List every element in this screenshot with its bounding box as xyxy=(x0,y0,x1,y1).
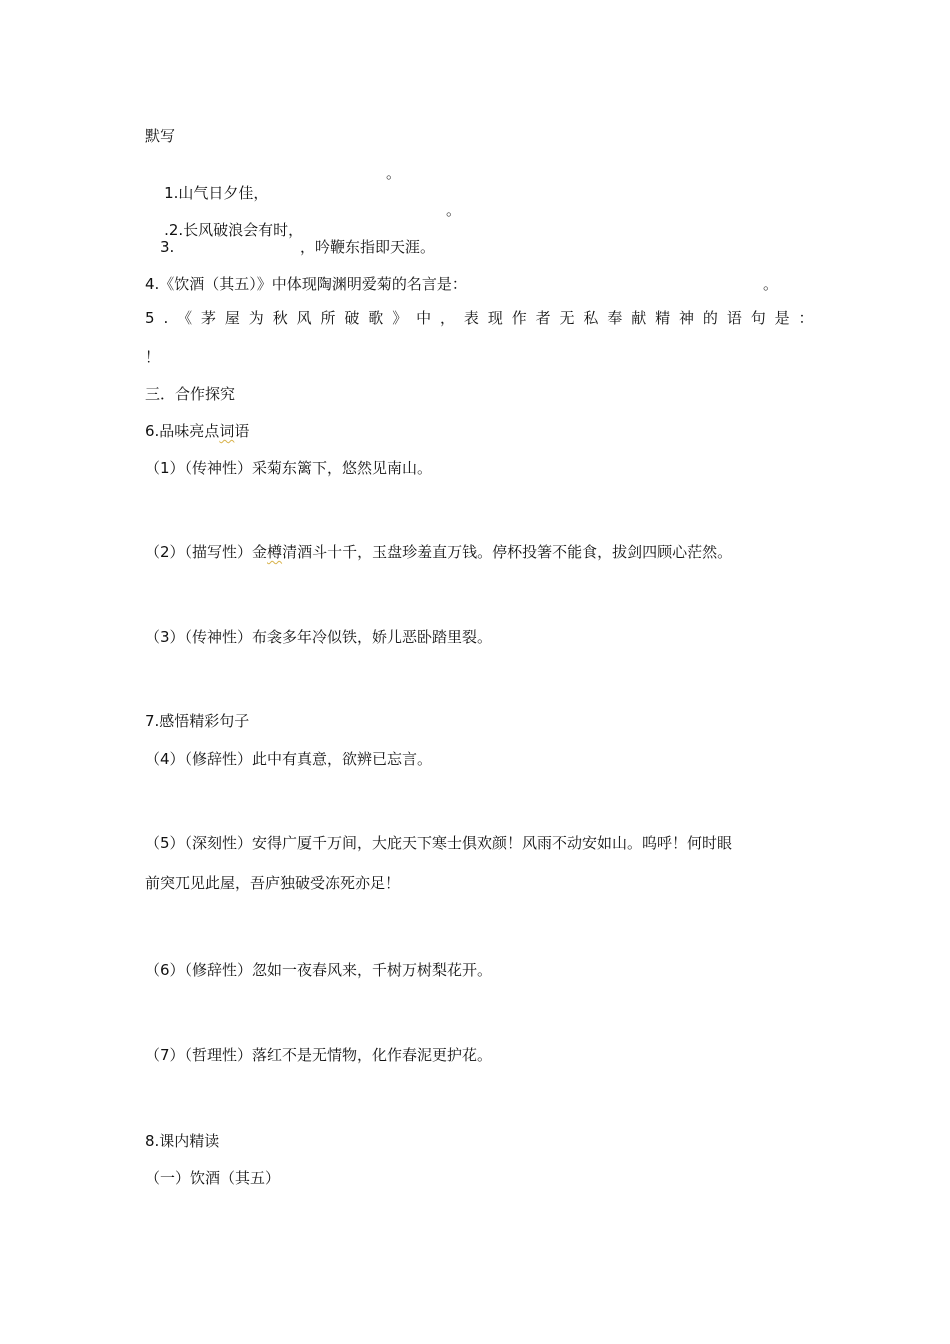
question-4-end: 。 xyxy=(763,275,779,293)
question-3-number: 3. xyxy=(160,238,175,256)
question-6-title-start: 6.品味亮点 xyxy=(145,422,220,440)
section-3-heading: 三．合作探究 xyxy=(145,385,236,403)
question-3-text: ，吟鞭东指即天涯。 xyxy=(300,238,436,256)
question-7-item-6: （6）（修辞性）忽如一夜春风来，千树万树梨花开。 xyxy=(145,961,493,979)
question-7-item-5-line-2: 前突兀见此屋，吾庐独破受冻死亦足！ xyxy=(145,874,401,892)
question-4-text: 4.《饮酒（其五）》中体现陶渊明爱菊的名言是： xyxy=(145,275,467,293)
question-7-item-4: （4）（修辞性）此中有真意，欲辨已忘言。 xyxy=(145,750,433,768)
question-5-end: ！ xyxy=(145,348,161,366)
question-6-item-2-start: （2）（描写性）金 xyxy=(145,543,268,561)
question-6-item-1: （1）（传神性）采菊东篱下，悠然见南山。 xyxy=(145,459,433,477)
question-6-title xyxy=(145,421,249,441)
question-6-item-2-end: 清酒斗十千，玉盘珍羞直万钱。停杯投箸不能食，拔剑四顾心茫然。 xyxy=(282,543,733,561)
question-7-title: 7.感悟精彩句子 xyxy=(145,712,250,730)
question-6-item-3: （3）（传神性）布衾多年冷似铁，娇儿恶卧踏里裂。 xyxy=(145,628,493,646)
question-2-text: .2.长风破浪会有时， xyxy=(164,221,304,239)
question-6-item-2-marked: 樽 xyxy=(267,543,283,561)
question-7-item-7: （7）（哲理性）落红不是无情物，化作春泥更护花。 xyxy=(145,1046,493,1064)
question-6-title-marked: 词 xyxy=(219,422,235,440)
question-6-item-2 xyxy=(145,542,732,562)
question-5-text: 5.《茅屋为秋风所破歌》中，表现作者无私奉献精神的语句是： xyxy=(145,309,823,327)
question-6-title-end: 语 xyxy=(234,422,250,440)
question-7-item-5-line-1: （5）（深刻性）安得广厦千万间，大庇天下寒士俱欢颜！风雨不动安如山。呜呼！何时眼 xyxy=(145,834,733,852)
question-8-title: 8.课内精读 xyxy=(145,1132,220,1150)
question-1-text: 1.山气日夕佳， xyxy=(164,184,269,202)
question-8-subheading: （一）饮酒（其五） xyxy=(145,1169,281,1187)
section-dictation-heading: 默写 xyxy=(145,127,176,145)
question-1-end: 。 xyxy=(386,164,402,182)
question-2-end: 。 xyxy=(446,201,462,219)
